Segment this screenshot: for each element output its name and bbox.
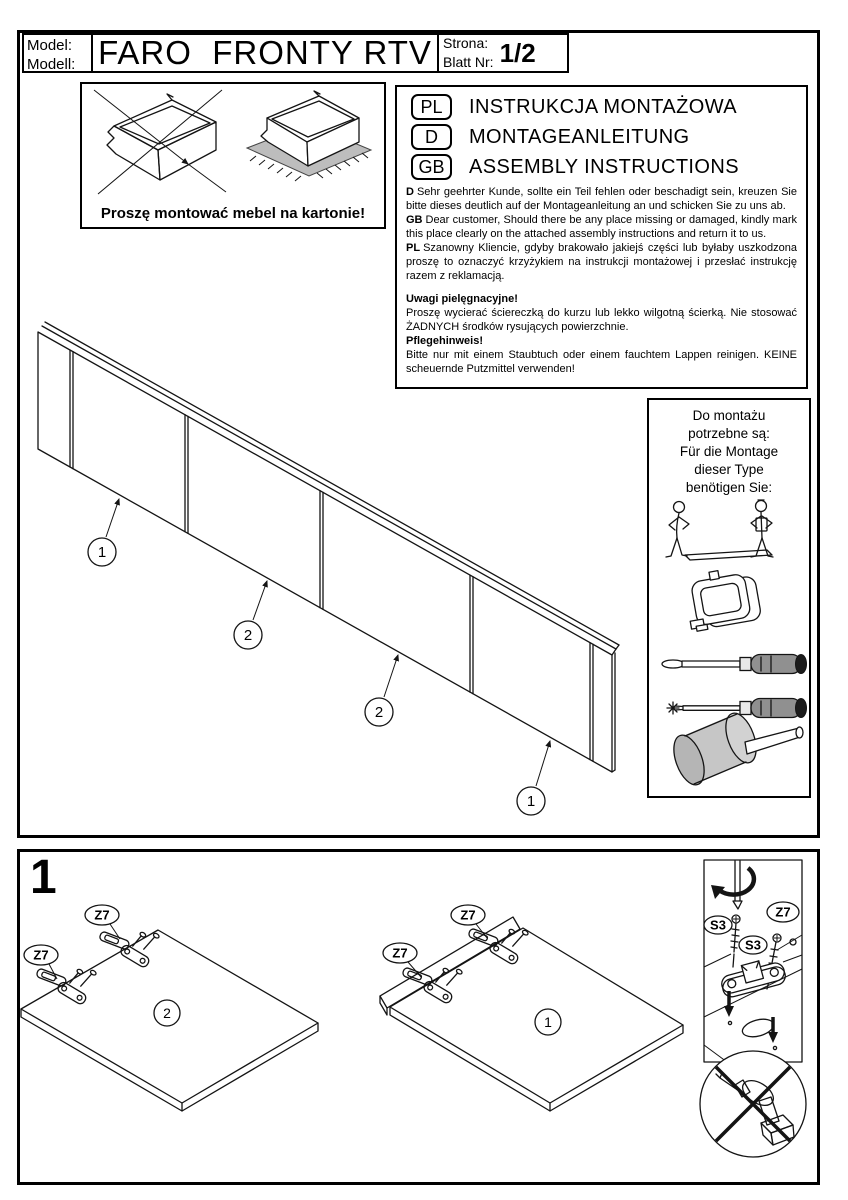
- page-number-value: 1/2: [499, 37, 536, 68]
- customer-note-gb: GB Dear customer, Should there be any place missing or damaged, kindly mark this place clearly on the attached assembly instructions and return it to us.: [406, 213, 797, 240]
- language-row-pl: [411, 94, 798, 120]
- language-row-de: [411, 124, 798, 150]
- hinge-tag: Z7: [94, 907, 110, 923]
- svg-text:2: 2: [243, 627, 253, 644]
- language-code-pl: PL: [411, 94, 452, 120]
- svg-text:1: 1: [97, 544, 107, 561]
- svg-text:2: 2: [374, 704, 384, 721]
- flat-screwdriver-icon: [662, 655, 807, 674]
- language-label-gb: ASSEMBLY INSTRUCTIONS: [469, 155, 739, 178]
- screw-tag: S3: [710, 917, 726, 933]
- callout-part-2-left: [234, 581, 267, 649]
- customer-note-pl: PL Szanowny Kliencie, gdyby brakowało jakiejś części lub byłaby uszkodzona proszę to oznaczyć krzyżykiem na instrukcji montażowej i przesłać instrukcję razem z reklamacją.: [406, 241, 797, 282]
- svg-text:1: 1: [526, 793, 536, 810]
- no-drill-icon: [700, 1051, 806, 1157]
- page-number-labels: Strona: Blatt Nr:: [443, 35, 494, 70]
- part-number: 1: [544, 1014, 552, 1030]
- page-number-box: [437, 33, 569, 73]
- model-label-box: [22, 33, 93, 73]
- callout-part-1-right: [517, 741, 550, 815]
- no-floor-assembly-icon: [94, 90, 226, 194]
- callout-part-1-left: [88, 499, 119, 566]
- hinge-detail-box: [704, 860, 802, 1062]
- board-part-2: [21, 905, 318, 1111]
- language-code-gb: GB: [411, 154, 452, 180]
- tools-box-text: Do montażu potrzebne są: Für die Montage dieser Type benötigen Sie:: [679, 408, 779, 496]
- tools-box: [647, 398, 811, 798]
- hinge-tag: Z7: [392, 945, 408, 961]
- language-label-pl: INSTRUKCJA MONTAŻOWA: [469, 95, 737, 118]
- hinge-tag: Z7: [460, 907, 476, 923]
- tools-drawing: [649, 498, 809, 794]
- assemble-on-carton-icon: [247, 91, 371, 181]
- panel-row-face: [38, 332, 612, 772]
- screw-tag: S3: [745, 937, 761, 953]
- carton-notice-drawing: [82, 86, 383, 198]
- language-row-gb: [411, 154, 798, 180]
- language-code-de: D: [411, 124, 452, 150]
- care-title-pl: Uwagi pielęgnacyjne!: [406, 293, 518, 305]
- customer-notes: [406, 186, 797, 284]
- carton-caption: Proszę montować mebel na kartonie!: [100, 205, 366, 222]
- two-workers-icon: [666, 500, 773, 560]
- step-1-drawing: [20, 852, 817, 1182]
- model-label-de: Modell:: [27, 55, 76, 73]
- tape-measure-icon: [682, 565, 762, 632]
- part-number: 2: [163, 1005, 171, 1021]
- care-title-de: Pflegehinweis!: [406, 334, 484, 347]
- care-text-pl: Proszę wycierać ściereczką do kurzu lub lekko wilgotną ścierką. Nie stosować ŻADNYCH środków rysujących powierzchnie.: [406, 306, 797, 333]
- mallet-icon: [668, 709, 803, 789]
- hinge-tag: Z7: [33, 947, 49, 963]
- step-1-section: [17, 849, 820, 1185]
- front-panels-drawing: [28, 318, 658, 830]
- care-text-de: Bitte nur mit einem Staubtuch oder einem fauchtem Lappen reinigen. KEINE scheuernde Putzmittel verwenden!: [406, 348, 797, 375]
- hinge-tag: Z7: [775, 904, 791, 920]
- customer-note-de: D Sehr geehrter Kunde, sollte ein Teil fehlen oder beschadigt sein, kreuzen Sie bitte dieses deutlich auf der Montageanleitung an und schicken Sie zu uns ab.: [406, 186, 797, 212]
- carton-notice-box: [80, 82, 386, 229]
- language-label-de: MONTAGEANLEITUNG: [469, 125, 690, 148]
- model-label-pl: Model:: [27, 37, 73, 54]
- step-number: 1: [30, 851, 57, 904]
- top-section: [17, 30, 820, 838]
- page-title: FARO FRONTY RTV: [91, 33, 439, 73]
- callout-part-2-right: [365, 655, 398, 726]
- board-part-1: [380, 905, 683, 1111]
- language-rows: [411, 94, 798, 184]
